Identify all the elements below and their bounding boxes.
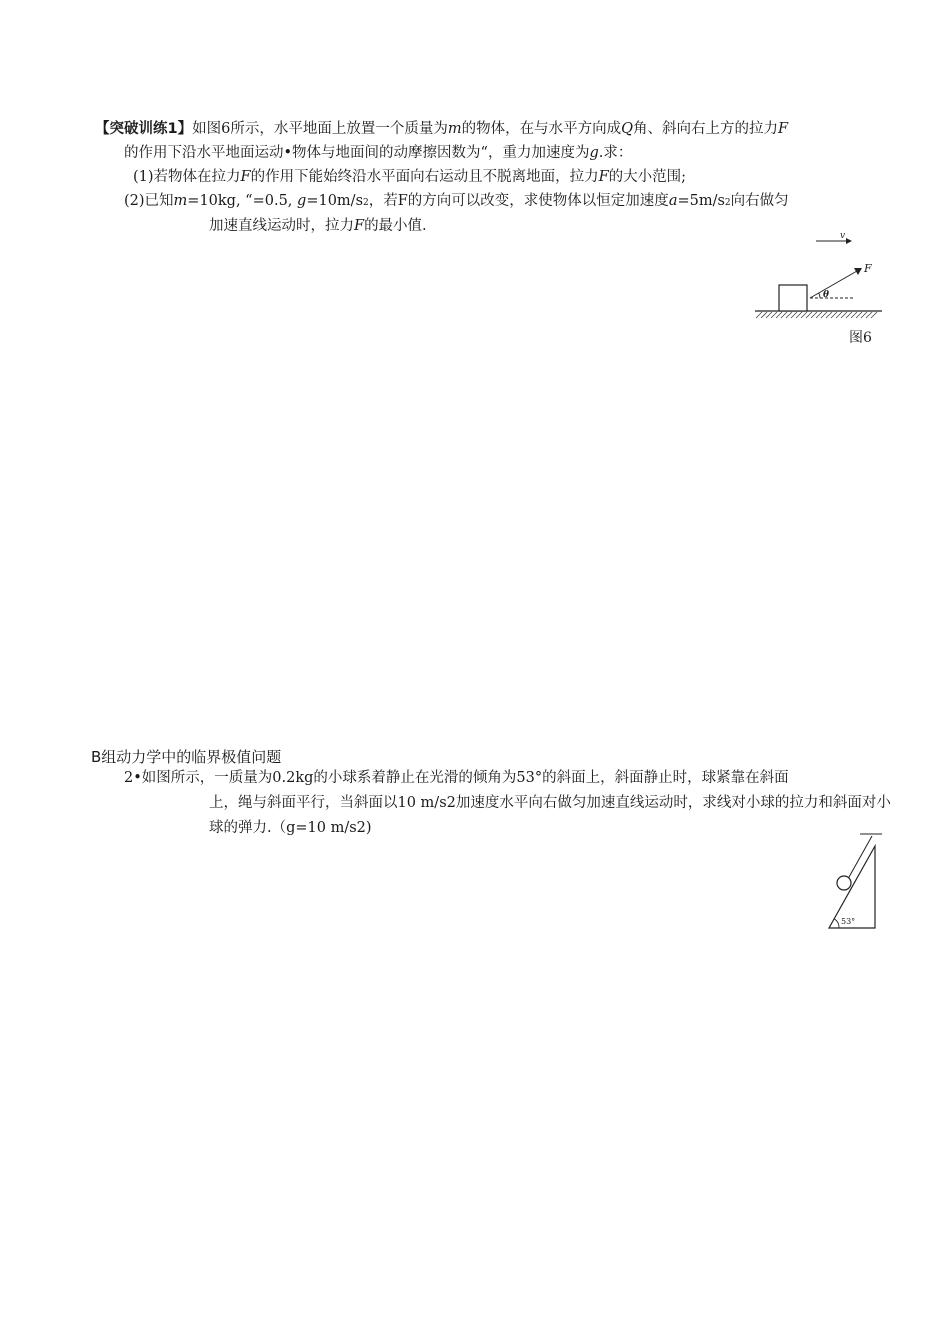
- problem1-line1: 【突破训练1】如图6所示，水平地面上放置一个质量为m的物体，在与水平方向成Q角、斜向右上方的拉力F: [95, 121, 789, 137]
- v-label: v: [840, 231, 846, 241]
- problem1-part2-line2: 加速直线运动时，拉力F的最小值.: [209, 218, 427, 234]
- theta-label: θ: [823, 290, 830, 300]
- angle-label: 53°: [841, 917, 856, 926]
- figure-incline-ball: [820, 832, 890, 934]
- problem2-line1: 2•如图所示，一质量为0.2kg的小球系着静止在光滑的倾角为53°的斜面上，斜面静止时，球紧靠在斜面: [124, 770, 789, 786]
- problem1-part1: (1)若物体在拉力F的作用下能始终沿水平面向右运动且不脱离地面，拉力F的大小范围;: [133, 169, 687, 185]
- problem2-line3: 球的弹力.（g=10 m/s2): [209, 820, 372, 836]
- figure-6-caption: 图6: [849, 330, 872, 346]
- problem2-line2: 上，绳与斜面平行，当斜面以10 m/s2加速度水平向右做匀加速直线运动时，求线对小球的拉力和斜面对小: [209, 795, 891, 811]
- f-label: F: [864, 262, 872, 275]
- problem1-line2: 的作用下沿水平地面运动•物体与地面间的动摩擦因数为“，重力加速度为g.求：: [124, 145, 633, 161]
- block: [779, 285, 807, 311]
- problem1-part2-line1: (2)已知m=10kg, “=0.5, g=10m/s2，若F的方向可以改变，求使物体以恒定加速度a=5m/s2向右做匀: [124, 193, 789, 209]
- problem1-tag: 【突破训练1】: [95, 121, 193, 137]
- section-b-heading: B组动力学中的临界极值问题: [91, 748, 282, 766]
- incline-wedge: [829, 846, 875, 928]
- ball: [837, 876, 851, 890]
- ground-hatching: [756, 312, 877, 318]
- figure-6-block-on-ground: [750, 228, 890, 328]
